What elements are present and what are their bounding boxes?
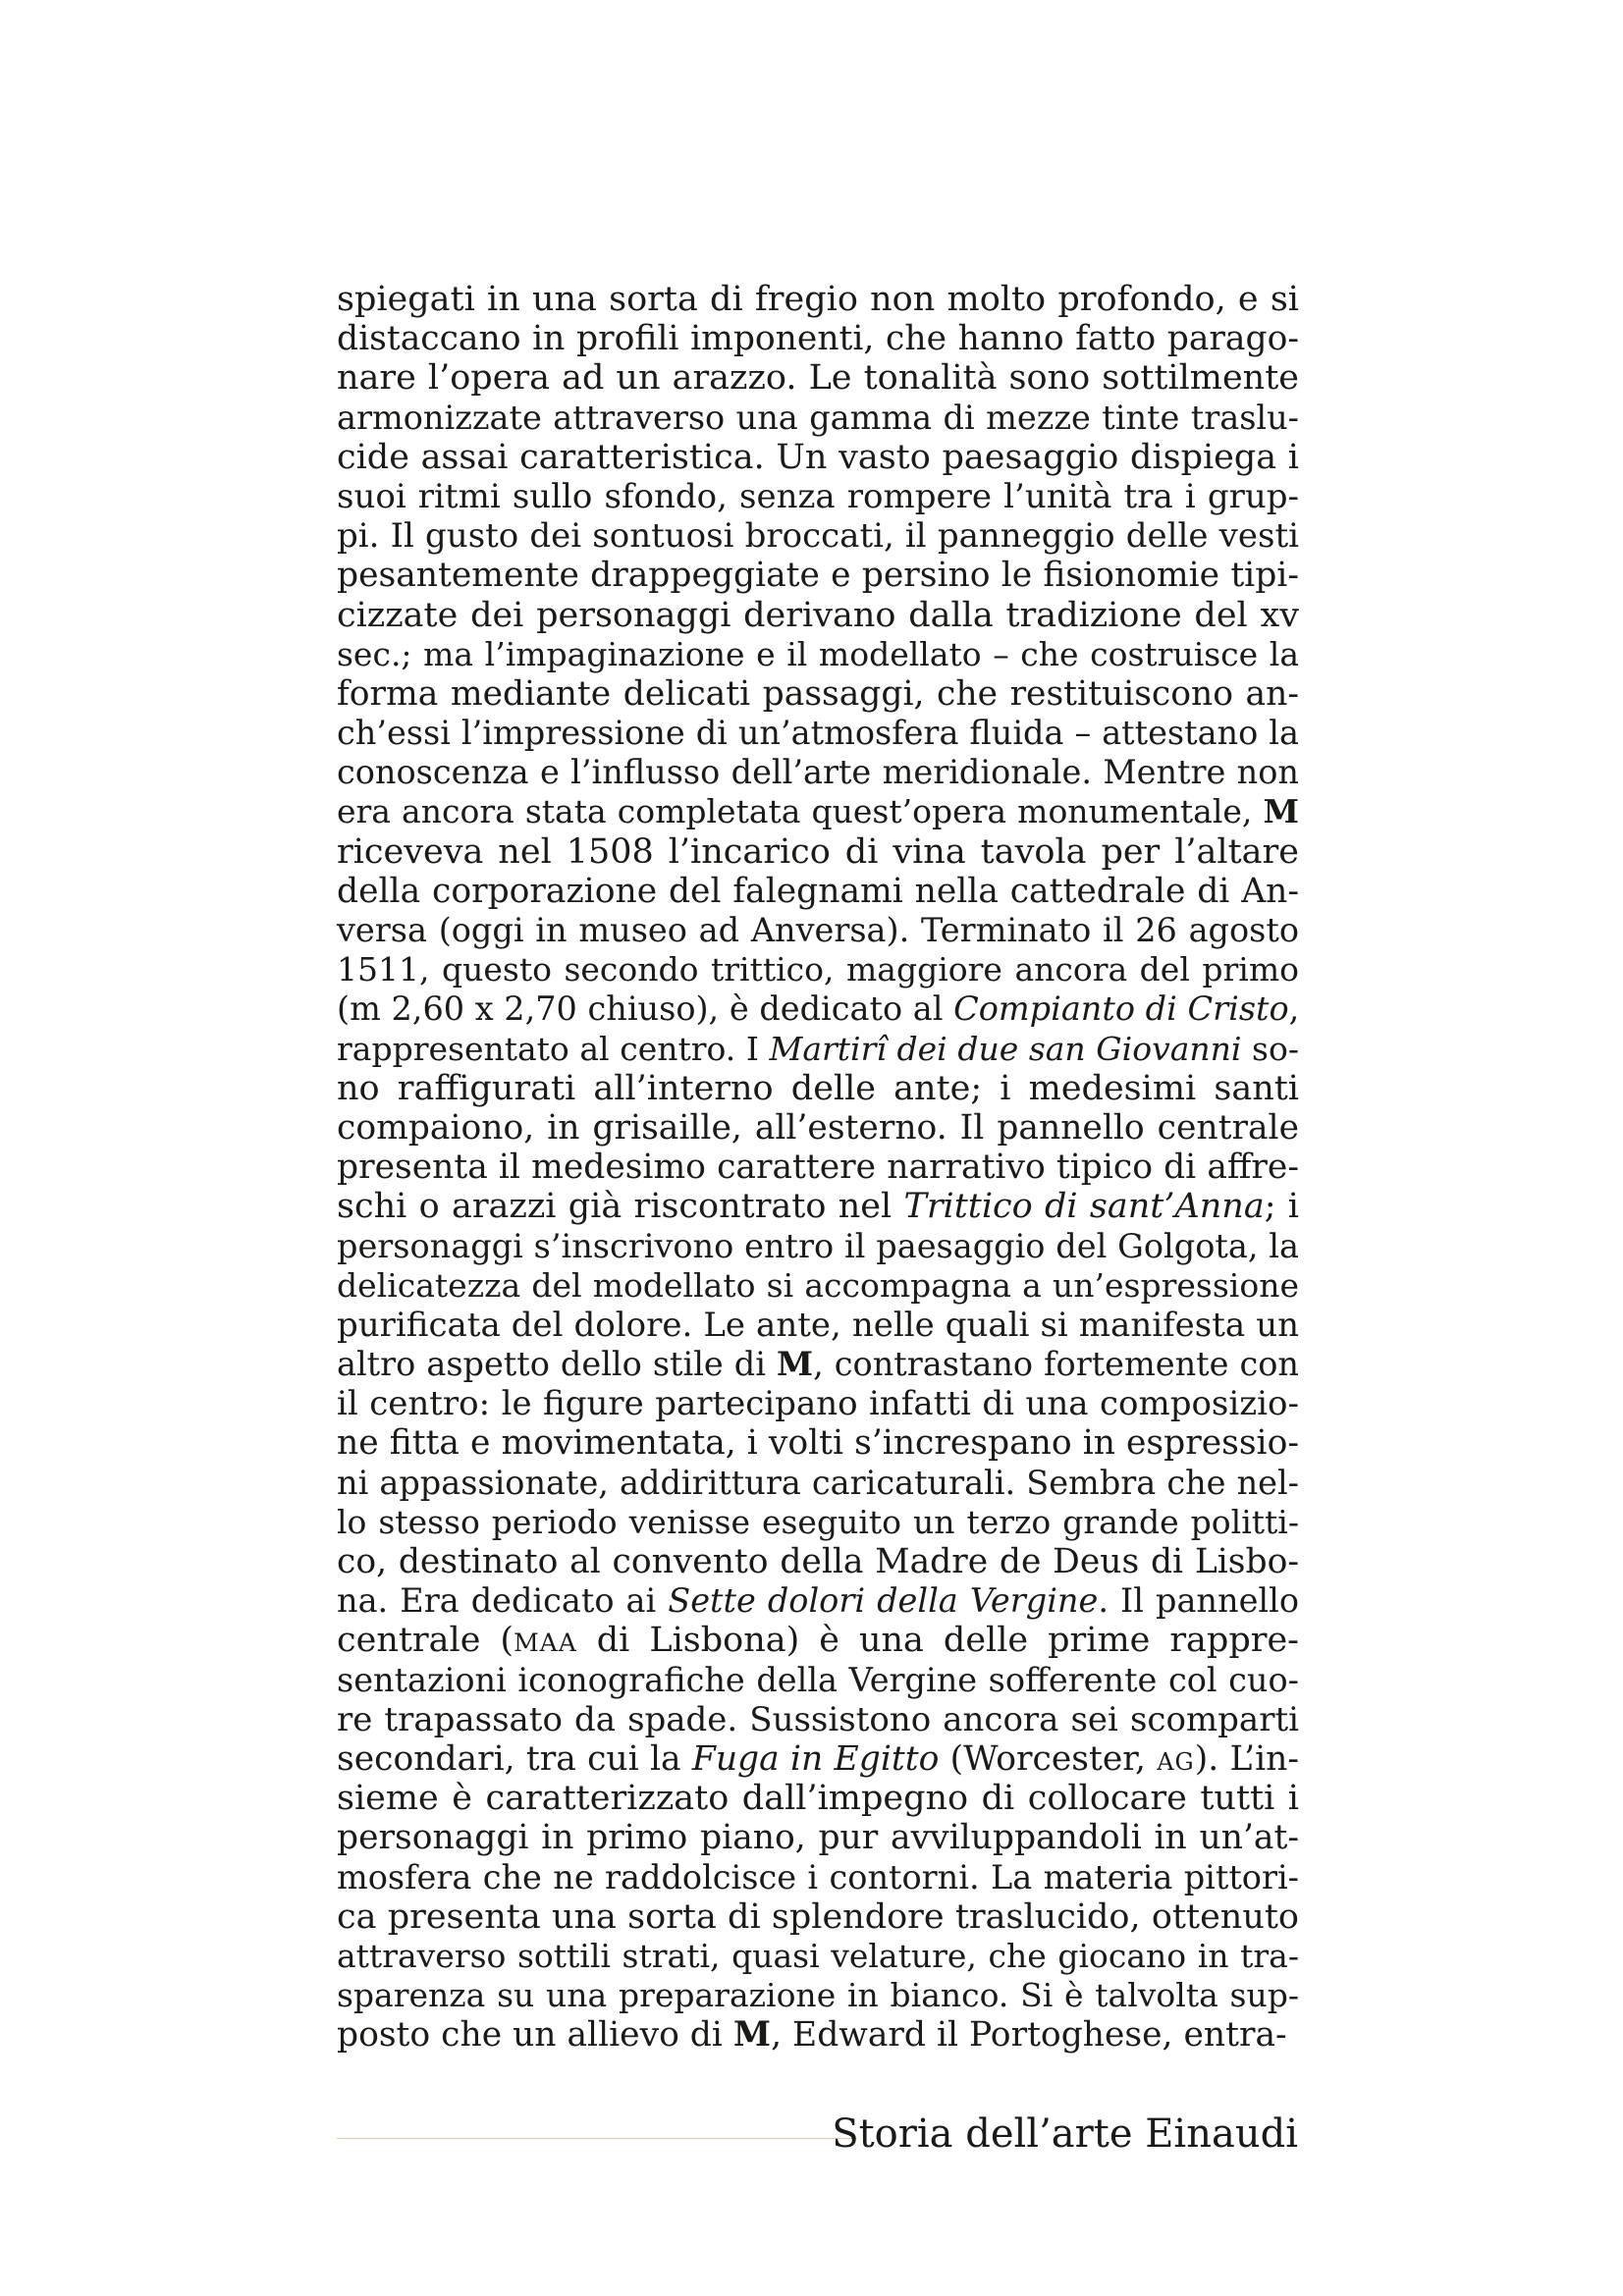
text-line: personaggi in primo piano, pur avviluppandoli in un’at- [337,1818,1299,1858]
text-line: ca presenta una sorta di splendore traslucido, ottenuto [337,1896,1299,1937]
text-line: attraverso sottili strati, quasi velature, che giocano in tra- [337,1936,1299,1975]
text-line: altro aspetto dello stile di M, contrastano fortemente con [337,1345,1299,1384]
body-text [337,280,1299,2055]
text-line: mosfera che ne raddolcisce i contorni. La materia pittori- [337,1857,1299,1896]
text-line: posto che un allievo di M, Edward il Portoghese, entra- [337,2015,1287,2056]
text-line: sparenza su una preparazione in bianco. Si è talvolta sup- [337,1976,1299,2015]
text-line: 1511, questo secondo trittico, maggiore ancora del primo [337,950,1299,989]
text-line: schi o arazzi già riscontrato nel Trittico di sant’Anna; i [337,1187,1299,1227]
text-line: cide assai caratteristica. Un vasto paesaggio dispiega i [337,437,1299,477]
text-line: secondari, tra cui la Fuga in Egitto (Worcester, ag). L’in- [337,1738,1299,1779]
text-line: conoscenza e l’influsso dell’arte meridionale. Mentre non [337,753,1299,792]
text-line: centrale (maa di Lisbona) è una delle prime rappre- [337,1621,1300,1661]
text-line: sentazioni iconografiche della Vergine sofferente col cuo- [337,1660,1299,1699]
text-line: armonizzate attraverso una gamma di mezze tinte traslu- [337,398,1299,437]
text-line: (m 2,60 x 2,70 chiuso), è dedicato al Compianto di Cristo, [337,989,1300,1029]
text-line: pi. Il gusto dei sontuosi broccati, il panneggio delle vesti [337,516,1299,557]
text-line: ne fitta e movimentata, i volti s’increspano in espressio- [337,1423,1299,1464]
text-line: pesantemente drappeggiate e persino le fisionomie tipi- [337,556,1299,596]
text-line: ch’essi l’impressione di un’atmosfera fluida – attestano la [337,714,1299,753]
text-line: il centro: le figure partecipano infatti di una composizio- [337,1384,1299,1424]
text-line: compaiono, in grisaille, all’esterno. Il pannello centrale [337,1107,1299,1148]
text-line: delicatezza del modellato si accompagna a un’espressione [337,1265,1299,1305]
text-line: rappresentato al centro. I Martirî dei due san Giovanni so- [337,1029,1300,1068]
text-line: ni appassionate, addirittura caricaturali. Sembra che nel- [337,1463,1299,1502]
text-line: cizzate dei personaggi derivano dalla tradizione del xv [337,595,1299,635]
text-line: forma mediante delicati passaggi, che restituiscono an- [337,673,1299,714]
text-line: sec.; ma l’impaginazione e il modellato – che costruisce la [337,634,1299,673]
text-line: sieme è caratterizzato dall’impegno di collocare tutti i [337,1779,1299,1819]
footer-rule [337,2138,857,2139]
text-line: distaccano in profili imponenti, che hanno fatto parago- [337,319,1299,359]
text-line: lo stesso periodo venisse eseguito un terzo grande politti- [337,1502,1299,1541]
text-line: nare l’opera ad un arazzo. Le tonalità sono sottilmente [337,358,1299,399]
text-line: spiegati in una sorta di fregio non molto profondo, e si [337,280,1299,319]
text-line: riceveva nel 1508 l’incarico di vina tavola per l’altare [337,831,1299,872]
text-line: era ancora stata completata quest’opera monumentale, M [337,792,1299,831]
text-line: na. Era dedicato ai Sette dolori della Vergine. Il pannello [337,1581,1300,1621]
text-line: re trapassato da spade. Sussistono ancora sei scomparti [337,1699,1299,1739]
text-line: presenta il medesimo carattere narrativo tipico di affre- [337,1148,1299,1188]
text-line: suoi ritmi sullo sfondo, senza rompere l’unità tra i grup- [337,476,1299,516]
text-line: della corporazione del falegnami nella cattedrale di An- [337,871,1299,911]
footer-title: Storia dell’arte Einaudi [832,2111,1298,2157]
text-line: purificata del dolore. Le ante, nelle quali si manifesta un [337,1305,1299,1345]
text-line: versa (oggi in museo ad Anversa). Terminato il 26 agosto [337,911,1299,949]
text-line: no raffigurati all’interno delle ante; i medesimi santi [337,1068,1299,1108]
text-line: personaggi s’inscrivono entro il paesaggio del Golgota, la [337,1226,1299,1265]
text-line: co, destinato al convento della Madre de Deus di Lisbo- [337,1542,1299,1581]
